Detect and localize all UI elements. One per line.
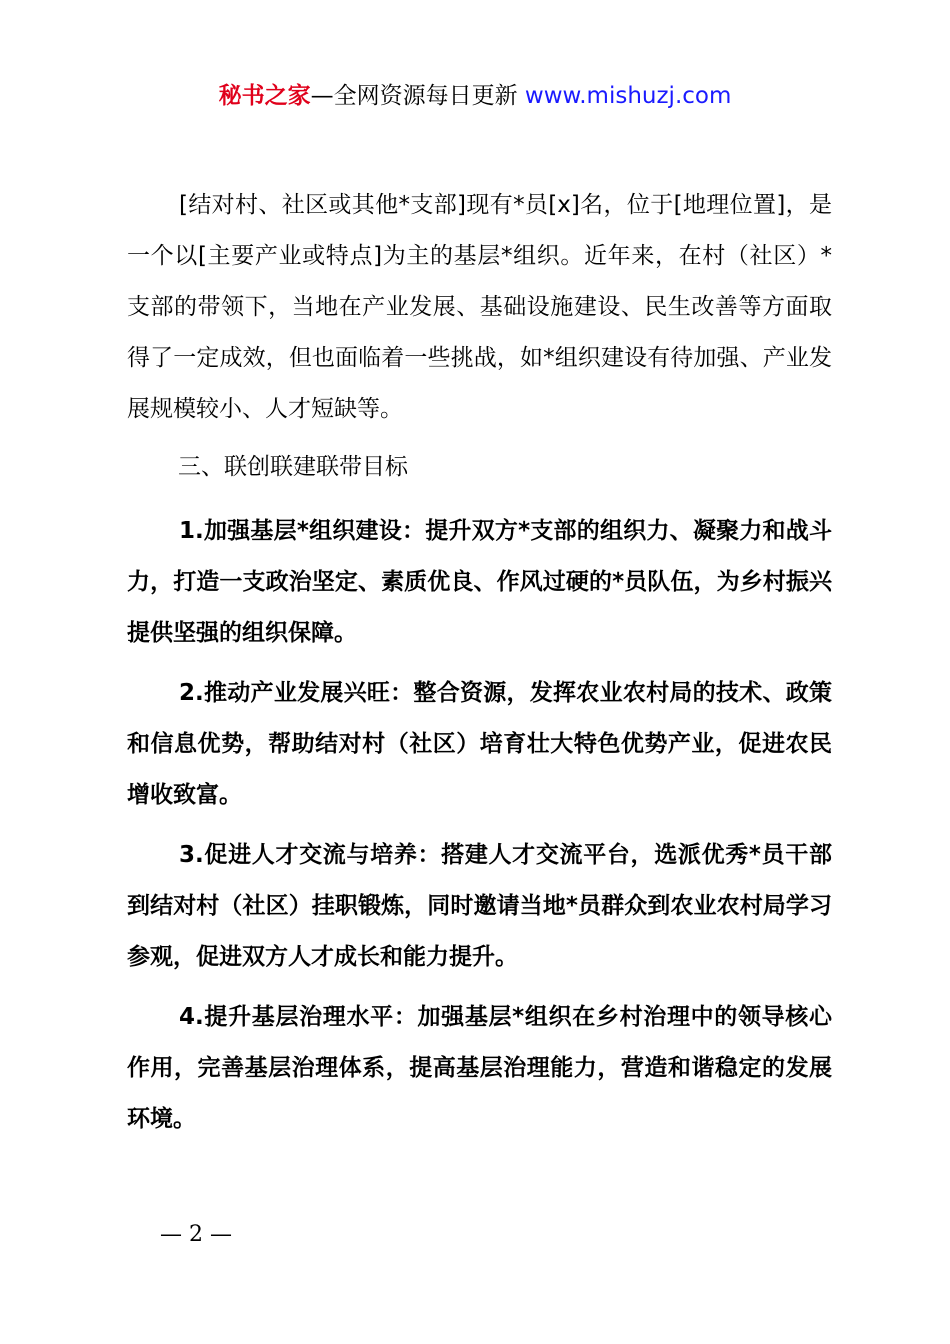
goal-item-4: 4.提升基层治理水平：加强基层*组织在乡村治理中的领导核心作用，完善基层治理体系，提高基层治理能力，营造和谐稳定的发展环境。 [127, 1004, 832, 1132]
header-tagline: —全网资源每日更新 [310, 83, 525, 109]
page-number: — 2 — [160, 1222, 232, 1247]
header-brand: 秘书之家 [218, 83, 311, 109]
header-url-link[interactable]: www.mishuzj.com [524, 83, 732, 109]
goal-item-2: 2.推动产业发展兴旺：整合资源，发挥农业农村局的技术、政策和信息优势，帮助结对村（社区）培育壮大特色优势产业，促进农民增收致富。 [127, 680, 832, 808]
goal-item-3: 3.促进人才交流与培养：搭建人才交流平台，选派优秀*员干部到结对村（社区）挂职锻炼，同时邀请当地*员群众到农业农村局学习参观，促进双方人才成长和能力提升。 [127, 842, 832, 970]
section-heading: 三、联创联建联带目标 [178, 454, 408, 480]
intro-paragraph: [结对村、社区或其他*支部]现有*员[x]名，位于[地理位置]，是一个以[主要产业或特点]为主的基层*组织。近年来，在村（社区）*支部的带领下，当地在产业发展、基础设施建设、民生改善等方面取得了一定成效，但也面临着一些挑战，如*组织建设有待加强、产业发展规模较小、人才短缺等。 [127, 192, 832, 422]
goal-item-1: 1.加强基层*组织建设：提升双方*支部的组织力、凝聚力和战斗力，打造一支政治坚定、素质优良、作风过硬的*员队伍，为乡村振兴提供坚强的组织保障。 [127, 518, 832, 646]
page-header [0, 80, 950, 112]
